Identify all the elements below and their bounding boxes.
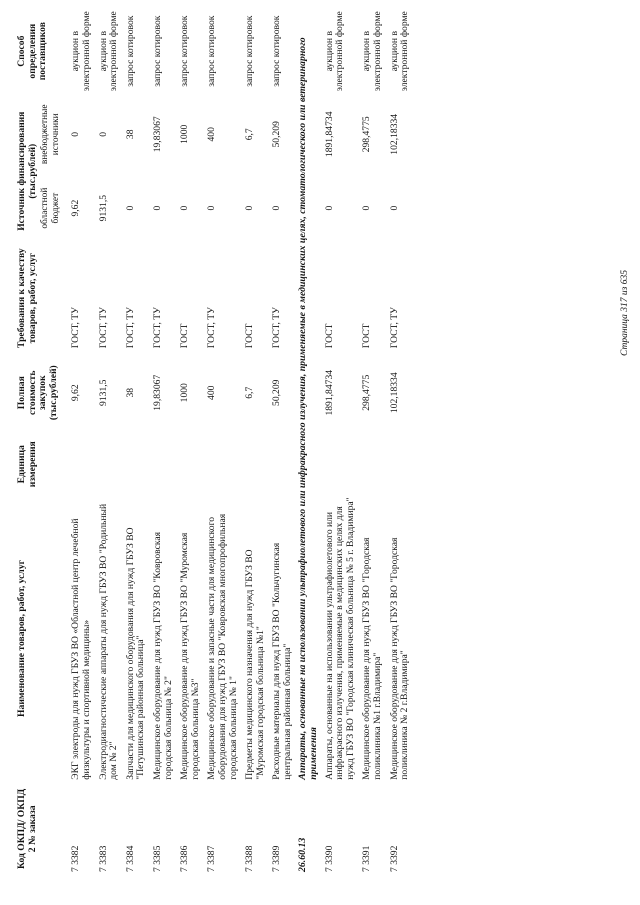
item-unit (242, 434, 269, 494)
item-unit (269, 434, 296, 494)
item-name: Запчасти для медицинского оборудования для нужд ГБУЗ ВО "Петушинская районная больница" (124, 527, 147, 780)
item-total: 38 (124, 387, 136, 398)
item-regional-budget: 0 (179, 205, 191, 211)
table-header (16, 5, 68, 875)
table-row (269, 5, 296, 875)
item-regional-budget: 0 (151, 205, 163, 211)
order-prefix: 7 (151, 867, 163, 872)
item-requirements: ГОСТ, ТУ (151, 307, 163, 349)
order-number: 3389 (271, 845, 283, 865)
item-name: Электродиагностические аппараты для нужд ГБУЗ ВО "Родильный дом № 2" (97, 503, 120, 780)
header-code: Код ОКПД/ ОКПД 2 № заказа (16, 788, 38, 869)
header-financing-extrabudget: внебюджетные источники (40, 104, 61, 165)
order-code (359, 783, 386, 875)
item-regional-budget: 0 (206, 205, 218, 211)
order-prefix: 7 (244, 867, 256, 872)
order-code (68, 783, 95, 875)
table-row (123, 5, 150, 875)
header-unit: Единица измерения (16, 441, 38, 488)
order-number: 3387 (206, 845, 218, 865)
table-row (359, 5, 386, 875)
item-name: Медицинское оборудование и запасные части для медицинского оборудования для нужд ГБУЗ ВО "Ковровская многопрофильная городская больница № 1" (206, 513, 239, 780)
order-code (123, 783, 150, 875)
item-method: запрос котировок (244, 15, 256, 87)
order-number: 3391 (361, 845, 373, 865)
item-regional-budget: 0 (271, 205, 283, 211)
procurement-table (16, 5, 414, 875)
order-prefix: 7 (70, 867, 82, 872)
item-total: 1891,84734 (323, 369, 335, 416)
item-extrabudget: 1891,84734 (323, 111, 335, 158)
item-name: Расходные материалы для нужд ГБУЗ ВО "Кольчугинская центральная районная больница" (271, 542, 293, 780)
table-row (242, 5, 269, 875)
order-code (269, 783, 296, 875)
item-total: 9131,5 (97, 379, 109, 406)
item-requirements: ГОСТ (323, 323, 335, 349)
table-row (177, 5, 204, 875)
item-total: 6,7 (244, 386, 256, 399)
order-prefix: 7 (323, 867, 335, 872)
item-extrabudget: 38 (124, 129, 136, 140)
item-requirements: ГОСТ (361, 323, 373, 349)
item-name: Медицинское оборудование для нужд ГБУЗ ВО "Ковровская городская больница № 2" (151, 531, 174, 780)
table-row (322, 5, 360, 875)
item-name: Предметы медицинского назначения для нужд ГБУЗ ВО "Муромская городская больница №1" (244, 549, 266, 780)
item-requirements: ГОСТ, ТУ (124, 307, 136, 349)
section-code: 26.60.13 (297, 837, 309, 872)
table-row (68, 5, 95, 875)
item-unit (68, 434, 95, 494)
item-requirements: ГОСТ, ТУ (70, 307, 82, 349)
item-regional-budget: 0 (244, 205, 256, 211)
item-regional-budget: 0 (361, 205, 373, 211)
order-number: 3382 (70, 845, 82, 865)
item-unit (204, 434, 242, 494)
item-extrabudget: 0 (70, 131, 82, 137)
item-name: Медицинское оборудование для нужд ГБУЗ ВО "Городская поликлиника № 2 г.Владимира" (388, 537, 411, 780)
item-extrabudget: 6,7 (244, 128, 256, 141)
order-code (96, 783, 123, 875)
item-extrabudget: 298,4775 (361, 116, 373, 153)
item-method: аукцион в электронной форме (97, 11, 120, 92)
item-regional-budget: 0 (388, 205, 400, 211)
order-code (322, 783, 360, 875)
item-method: аукцион в электронной форме (388, 11, 411, 92)
header-name: Наименование товаров, работ, услуг (16, 560, 27, 717)
order-code (387, 783, 414, 875)
order-number: 3385 (151, 845, 163, 865)
table-row (387, 5, 414, 875)
order-number: 3384 (124, 845, 136, 865)
item-method: запрос котировок (124, 15, 136, 87)
item-unit (177, 434, 204, 494)
section-title: Аппараты, основанные на использовании ультрафиолетового или инфракрасного излучения, применяемые в медицинских целях, стоматологического или ветеринарного применения (297, 37, 320, 780)
item-requirements: ГОСТ (244, 323, 256, 349)
item-regional-budget: 9,62 (70, 199, 82, 217)
table-body (68, 5, 413, 875)
order-prefix: 7 (124, 867, 136, 872)
item-extrabudget: 1000 (179, 124, 191, 144)
order-number: 3392 (388, 845, 400, 865)
item-method: аукцион в электронной форме (323, 11, 346, 92)
item-extrabudget: 102,18334 (388, 113, 400, 155)
item-method: аукцион в электронной форме (70, 11, 92, 92)
item-extrabudget: 50,209 (271, 121, 283, 148)
item-regional-budget: 0 (124, 205, 136, 211)
item-total: 9,62 (70, 384, 82, 402)
item-method: запрос котировок (271, 15, 283, 87)
item-total: 298,4775 (361, 374, 373, 411)
header-financing-regional: областной бюджет (40, 187, 61, 229)
item-regional-budget: 0 (323, 205, 335, 211)
item-total: 19,83067 (151, 374, 163, 411)
table-row (150, 5, 177, 875)
order-prefix: 7 (388, 867, 400, 872)
item-requirements: ГОСТ (179, 323, 191, 349)
order-code (242, 783, 269, 875)
item-total: 102,18334 (388, 372, 400, 414)
order-code (177, 783, 204, 875)
item-method: запрос котировок (151, 15, 163, 87)
header-requirements: Требования к качеству товаров, работ, услуг (16, 248, 38, 348)
header-total: Полная стоимость закупок (тыс.рублей) (16, 365, 59, 421)
item-regional-budget: 9131,5 (97, 194, 109, 222)
item-requirements: ГОСТ, ТУ (206, 307, 218, 349)
item-extrabudget: 0 (97, 131, 109, 137)
item-name: Аппараты, основанные на использовании ультрафиолетового или инфракрасного излучения, применяемые в медицинских целях для нужд ГБУЗ ВО "Городская клиническая больница № 5 г. Владимира" (323, 497, 356, 780)
item-name: Медицинское оборудование для нужд ГБУЗ ВО "Городская поликлиника №1 г.Владимира" (361, 537, 384, 780)
order-number: 3390 (323, 845, 335, 865)
item-method: аукцион в электронной форме (361, 11, 384, 92)
item-requirements: ГОСТ, ТУ (271, 307, 283, 349)
table-row (204, 5, 242, 875)
header-method: Способ определения поставщиков (16, 22, 49, 81)
order-prefix: 7 (271, 867, 283, 872)
order-prefix: 7 (206, 867, 218, 872)
item-unit (322, 434, 360, 494)
order-number: 3388 (244, 845, 256, 865)
order-code (204, 783, 242, 875)
section-row (296, 5, 321, 875)
item-unit (359, 434, 386, 494)
order-prefix: 7 (97, 867, 109, 872)
item-total: 400 (206, 385, 218, 400)
item-method: запрос котировок (206, 15, 218, 87)
item-requirements: ГОСТ, ТУ (97, 307, 109, 349)
item-extrabudget: 19,83067 (151, 116, 163, 153)
item-name: ЭКГ электроды для нужд ГБУЗ ВО «Областной центр лечебной физкультуры и спортивной медицины» (70, 518, 92, 780)
page-number: Страница 317 из 635 (620, 270, 630, 356)
item-extrabudget: 400 (206, 127, 218, 142)
item-total: 50,209 (271, 379, 283, 406)
order-prefix: 7 (179, 867, 191, 872)
order-number: 3386 (179, 845, 191, 865)
header-financing: Источник финансирования (тыс.рублей) (16, 111, 38, 231)
item-requirements: ГОСТ, ТУ (388, 307, 400, 349)
order-prefix: 7 (361, 867, 373, 872)
item-unit (150, 434, 177, 494)
item-unit (96, 434, 123, 494)
item-name: Медицинское оборудование для нужд ГБУЗ ВО "Муромская городская больница №3" (179, 532, 201, 780)
table-row (96, 5, 123, 875)
order-code (150, 783, 177, 875)
item-total: 1000 (179, 383, 191, 403)
item-unit (123, 434, 150, 494)
item-method: запрос котировок (179, 15, 191, 87)
item-unit (387, 434, 414, 494)
order-number: 3383 (97, 845, 109, 865)
